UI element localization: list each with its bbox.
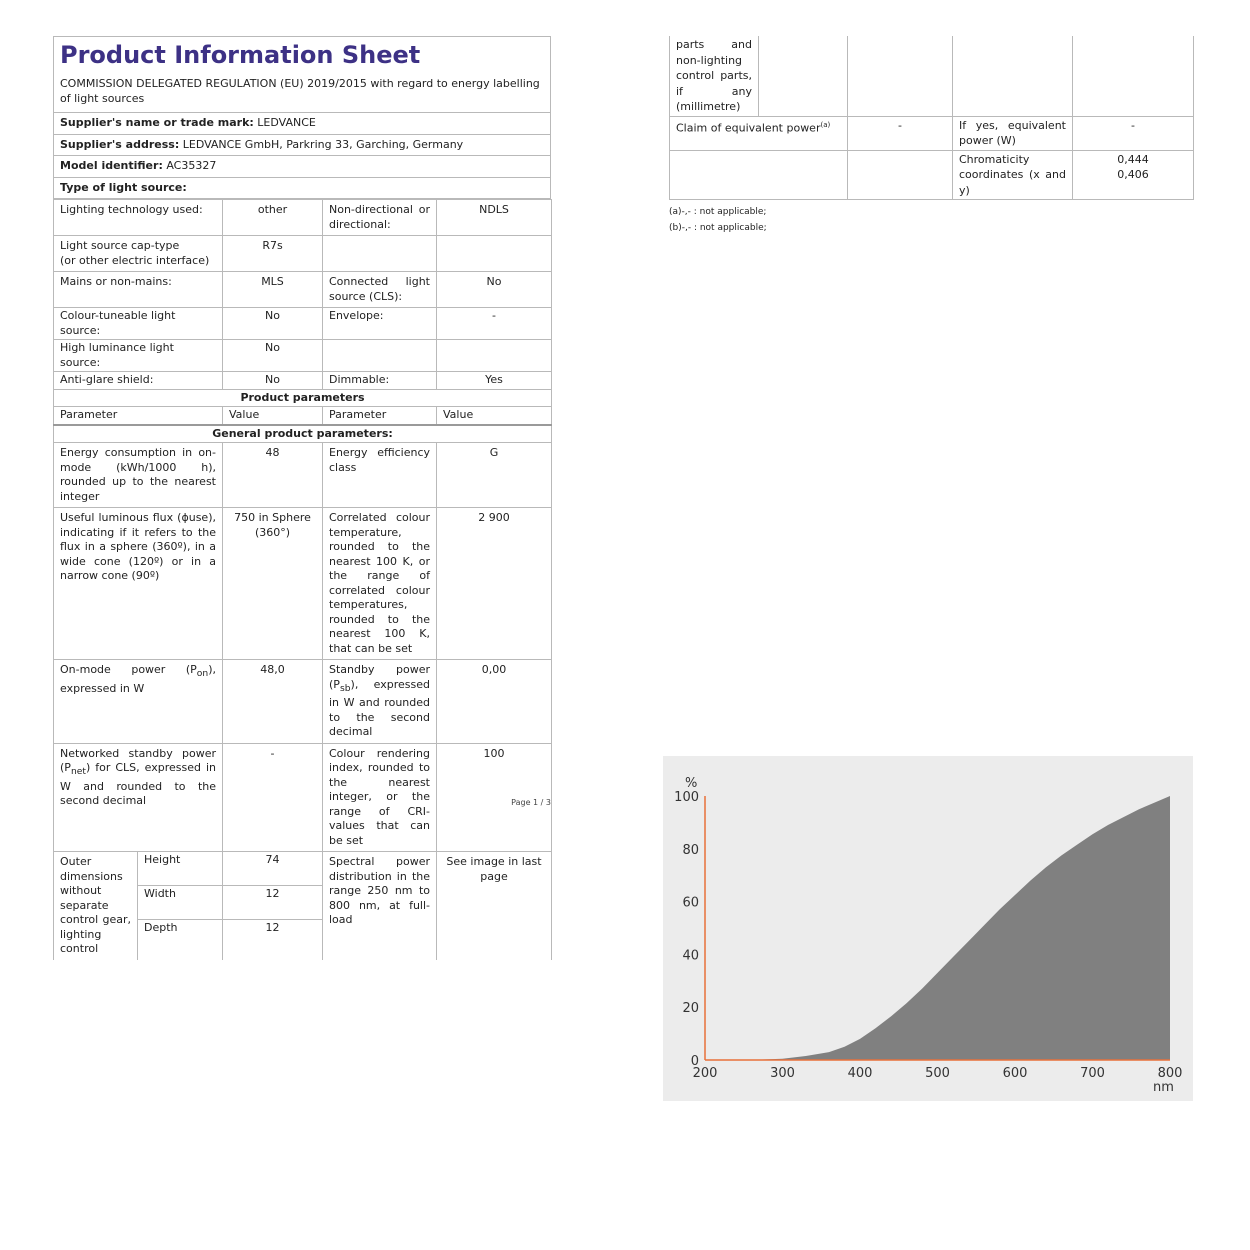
table-row — [54, 389, 552, 407]
claim-equivalent-power-label — [670, 116, 848, 150]
dimensions-table — [53, 851, 552, 960]
x-tick-label: 300 — [770, 1066, 795, 1081]
param-value: 48 — [223, 443, 323, 508]
sheet-header-box — [53, 36, 551, 199]
type-label — [323, 340, 437, 372]
type-value: No — [437, 272, 552, 308]
general-parameters-title: General product parameters: — [54, 425, 552, 443]
supplier-address-value: LEDVANCE GmbH, Parkring 33, Garching, Germany — [182, 137, 464, 151]
type-of-light-source-label: Type of light source: — [60, 180, 187, 194]
page-number: Page 1 / 3 — [511, 798, 551, 807]
footnote-a: (a)-,- : not applicable; — [669, 207, 767, 217]
on-mode-power-label-end: ), expressed in W — [60, 663, 216, 695]
supplier-name-row — [54, 113, 550, 135]
type-value: - — [437, 308, 552, 340]
table-row — [670, 150, 1194, 200]
chromaticity-values — [1073, 150, 1194, 200]
supplier-address-row — [54, 135, 550, 157]
product-information-page-2 — [669, 36, 1194, 236]
type-label — [323, 236, 437, 272]
y-tick-label: 60 — [682, 895, 699, 911]
param-value: 2 900 — [437, 508, 552, 660]
type-label: Envelope: — [323, 308, 437, 340]
type-label: Lighting technology used: — [54, 200, 223, 236]
type-label: Mains or non-mains: — [54, 272, 223, 308]
footnotes — [669, 204, 1194, 236]
claim-footnote-marker: (a) — [820, 120, 831, 129]
product-parameters-title: Product parameters — [54, 389, 552, 407]
empty-cell — [1073, 36, 1194, 116]
table-row — [54, 236, 552, 272]
regulation-text: COMMISSION DELEGATED REGULATION (EU) 2019/2015 with regard to energy labelling of light sources — [54, 73, 550, 113]
x-axis-ticks — [693, 1066, 1183, 1081]
type-value — [437, 340, 552, 372]
page-title: Product Information Sheet — [60, 41, 421, 69]
on-mode-subscript: on — [196, 668, 209, 680]
y-tick-label: 100 — [674, 790, 699, 805]
dimension-label: Width — [138, 885, 223, 919]
on-mode-power-label: On-mode power (P — [60, 663, 197, 676]
dimension-value: 74 — [223, 852, 323, 886]
supplier-name-value: LEDVANCE — [257, 116, 316, 129]
param-value: G — [437, 443, 552, 508]
spd-chart-svg — [663, 756, 1193, 1101]
x-tick-label: 200 — [692, 1066, 718, 1081]
table-row — [54, 443, 552, 508]
model-identifier-label: Model identifier: — [60, 159, 163, 172]
outer-dimensions-label: Outer dimensions without separate control gear, lighting control — [54, 852, 138, 960]
networked-standby-label-end: ) for CLS, expressed in W and rounded to the second decimal — [60, 761, 216, 808]
empty-cell — [848, 36, 953, 116]
table-row — [54, 340, 552, 372]
x-tick-label: 500 — [925, 1066, 950, 1081]
param-value: 750 in Sphere (360°) — [223, 508, 323, 660]
spd-value: See image in last page — [437, 852, 552, 960]
type-label — [54, 236, 223, 272]
supplier-address-label: Supplier's address: — [60, 137, 180, 151]
type-value: No — [223, 308, 323, 340]
type-label: Colour-tuneable light source: — [54, 308, 223, 340]
y-tick-label: 20 — [682, 1001, 699, 1017]
supplier-name-label: Supplier's name or trade mark: — [60, 116, 254, 129]
dimension-label: Depth — [138, 919, 223, 960]
networked-standby-label: Networked standby power (P — [60, 746, 216, 775]
table-row — [54, 852, 552, 886]
continuation-table — [669, 36, 1194, 200]
table-row — [670, 116, 1194, 150]
table-row — [54, 508, 552, 660]
chromaticity-label: Chromaticity coordinates (x and y) — [953, 150, 1073, 200]
param-label: Colour rendering index, rounded to the nearest integer, or the range of CRI-values that can be set — [323, 743, 437, 852]
dimension-value: 12 — [223, 885, 323, 919]
spd-label: Spectral power distribution in the range 250 nm to 800 nm, at full-load — [323, 852, 437, 960]
standby-power-label-end: ), expressed in W and rounded to the second decimal — [329, 677, 430, 739]
if-yes-equivalent-power-label: If yes, equivalent power (W) — [953, 116, 1073, 150]
type-value: Yes — [437, 372, 552, 390]
type-value: MLS — [223, 272, 323, 308]
empty-cell — [670, 150, 848, 200]
type-label: Non-directional or directional: — [323, 200, 437, 236]
claim-label-text: Claim of equivalent power — [676, 121, 821, 135]
empty-cell — [848, 150, 953, 200]
product-information-page-1 — [53, 36, 551, 960]
type-value: R7s — [223, 236, 323, 272]
param-label — [323, 660, 437, 744]
x-tick-label: 700 — [1080, 1066, 1105, 1081]
type-label: High luminance light source: — [54, 340, 223, 372]
table-row — [54, 425, 552, 443]
column-header: Parameter — [323, 407, 437, 425]
empty-cell — [759, 36, 848, 116]
x-tick-label: 600 — [1002, 1066, 1028, 1081]
table-row — [54, 407, 552, 425]
dimension-label: Height — [138, 852, 223, 886]
y-tick-label: 0 — [690, 1054, 699, 1069]
type-value: NDLS — [437, 200, 552, 236]
type-label: Dimmable: — [323, 372, 437, 390]
type-value: No — [223, 372, 323, 390]
model-identifier-value: AC35327 — [166, 159, 217, 172]
param-value: 0,00 — [437, 660, 552, 744]
param-value: 100 — [437, 743, 552, 852]
spd-area-fill — [752, 796, 1171, 1060]
x-tick-label: 400 — [847, 1066, 873, 1081]
chromaticity-y: 0,406 — [1117, 168, 1149, 181]
param-value: - — [223, 743, 323, 852]
table-row — [54, 308, 552, 340]
y-tick-label: 40 — [682, 948, 699, 964]
if-yes-equivalent-power-value: - — [1073, 116, 1194, 150]
claim-equivalent-power-value: - — [848, 116, 953, 150]
param-label: Useful luminous flux (ϕuse), indicating if it refers to the flux in a sphere (360º), in a wide cone (120º) or in a narrow cone (90º) — [54, 508, 223, 660]
y-tick-label: 80 — [682, 842, 699, 858]
standby-power-label: Standby power (P — [329, 663, 430, 691]
table-row — [54, 272, 552, 308]
chromaticity-x: 0,444 — [1117, 152, 1149, 166]
x-tick-label: 800 — [1157, 1066, 1183, 1081]
column-header: Parameter — [54, 407, 223, 425]
type-value: No — [223, 340, 323, 372]
footnote-b: (b)-,- : not applicable; — [669, 223, 767, 233]
column-header: Value — [223, 407, 323, 425]
cap-type-sublabel: (or other electric interface) — [60, 253, 210, 267]
param-label: Correlated colour temperature, rounded to the nearest 100 K, or the range of correlated colour temperatures, rounded to the nearest 100 K, that can be set — [323, 508, 437, 660]
dimensions-continued-label: parts and non-lighting control parts, if any (millimetre) — [670, 36, 759, 116]
empty-cell — [953, 36, 1073, 116]
type-label: Anti-glare shield: — [54, 372, 223, 390]
param-label: Energy efficiency class — [323, 443, 437, 508]
type-label: Connected light source (CLS): — [323, 272, 437, 308]
type-value — [437, 236, 552, 272]
type-value: other — [223, 200, 323, 236]
table-row — [54, 372, 552, 390]
param-label — [54, 660, 223, 744]
model-identifier-row — [54, 156, 550, 178]
param-value: 48,0 — [223, 660, 323, 744]
cap-type-label: Light source cap-type — [60, 239, 180, 252]
dimension-value: 12 — [223, 919, 323, 960]
networked-subscript: net — [70, 766, 86, 778]
light-source-type-table — [53, 199, 552, 852]
table-row — [670, 36, 1194, 116]
param-label: Energy consumption in on-mode (kWh/1000 h), rounded up to the nearest integer — [54, 443, 223, 508]
y-axis-unit-label: % — [685, 776, 698, 791]
table-row — [54, 200, 552, 236]
param-label — [54, 743, 223, 852]
spectral-power-distribution-chart — [663, 756, 1193, 1101]
y-axis-ticks — [674, 790, 699, 1069]
x-axis-unit-label: nm — [1153, 1080, 1174, 1095]
column-header: Value — [437, 407, 552, 425]
standby-subscript: sb — [339, 682, 351, 694]
table-row — [54, 660, 552, 744]
